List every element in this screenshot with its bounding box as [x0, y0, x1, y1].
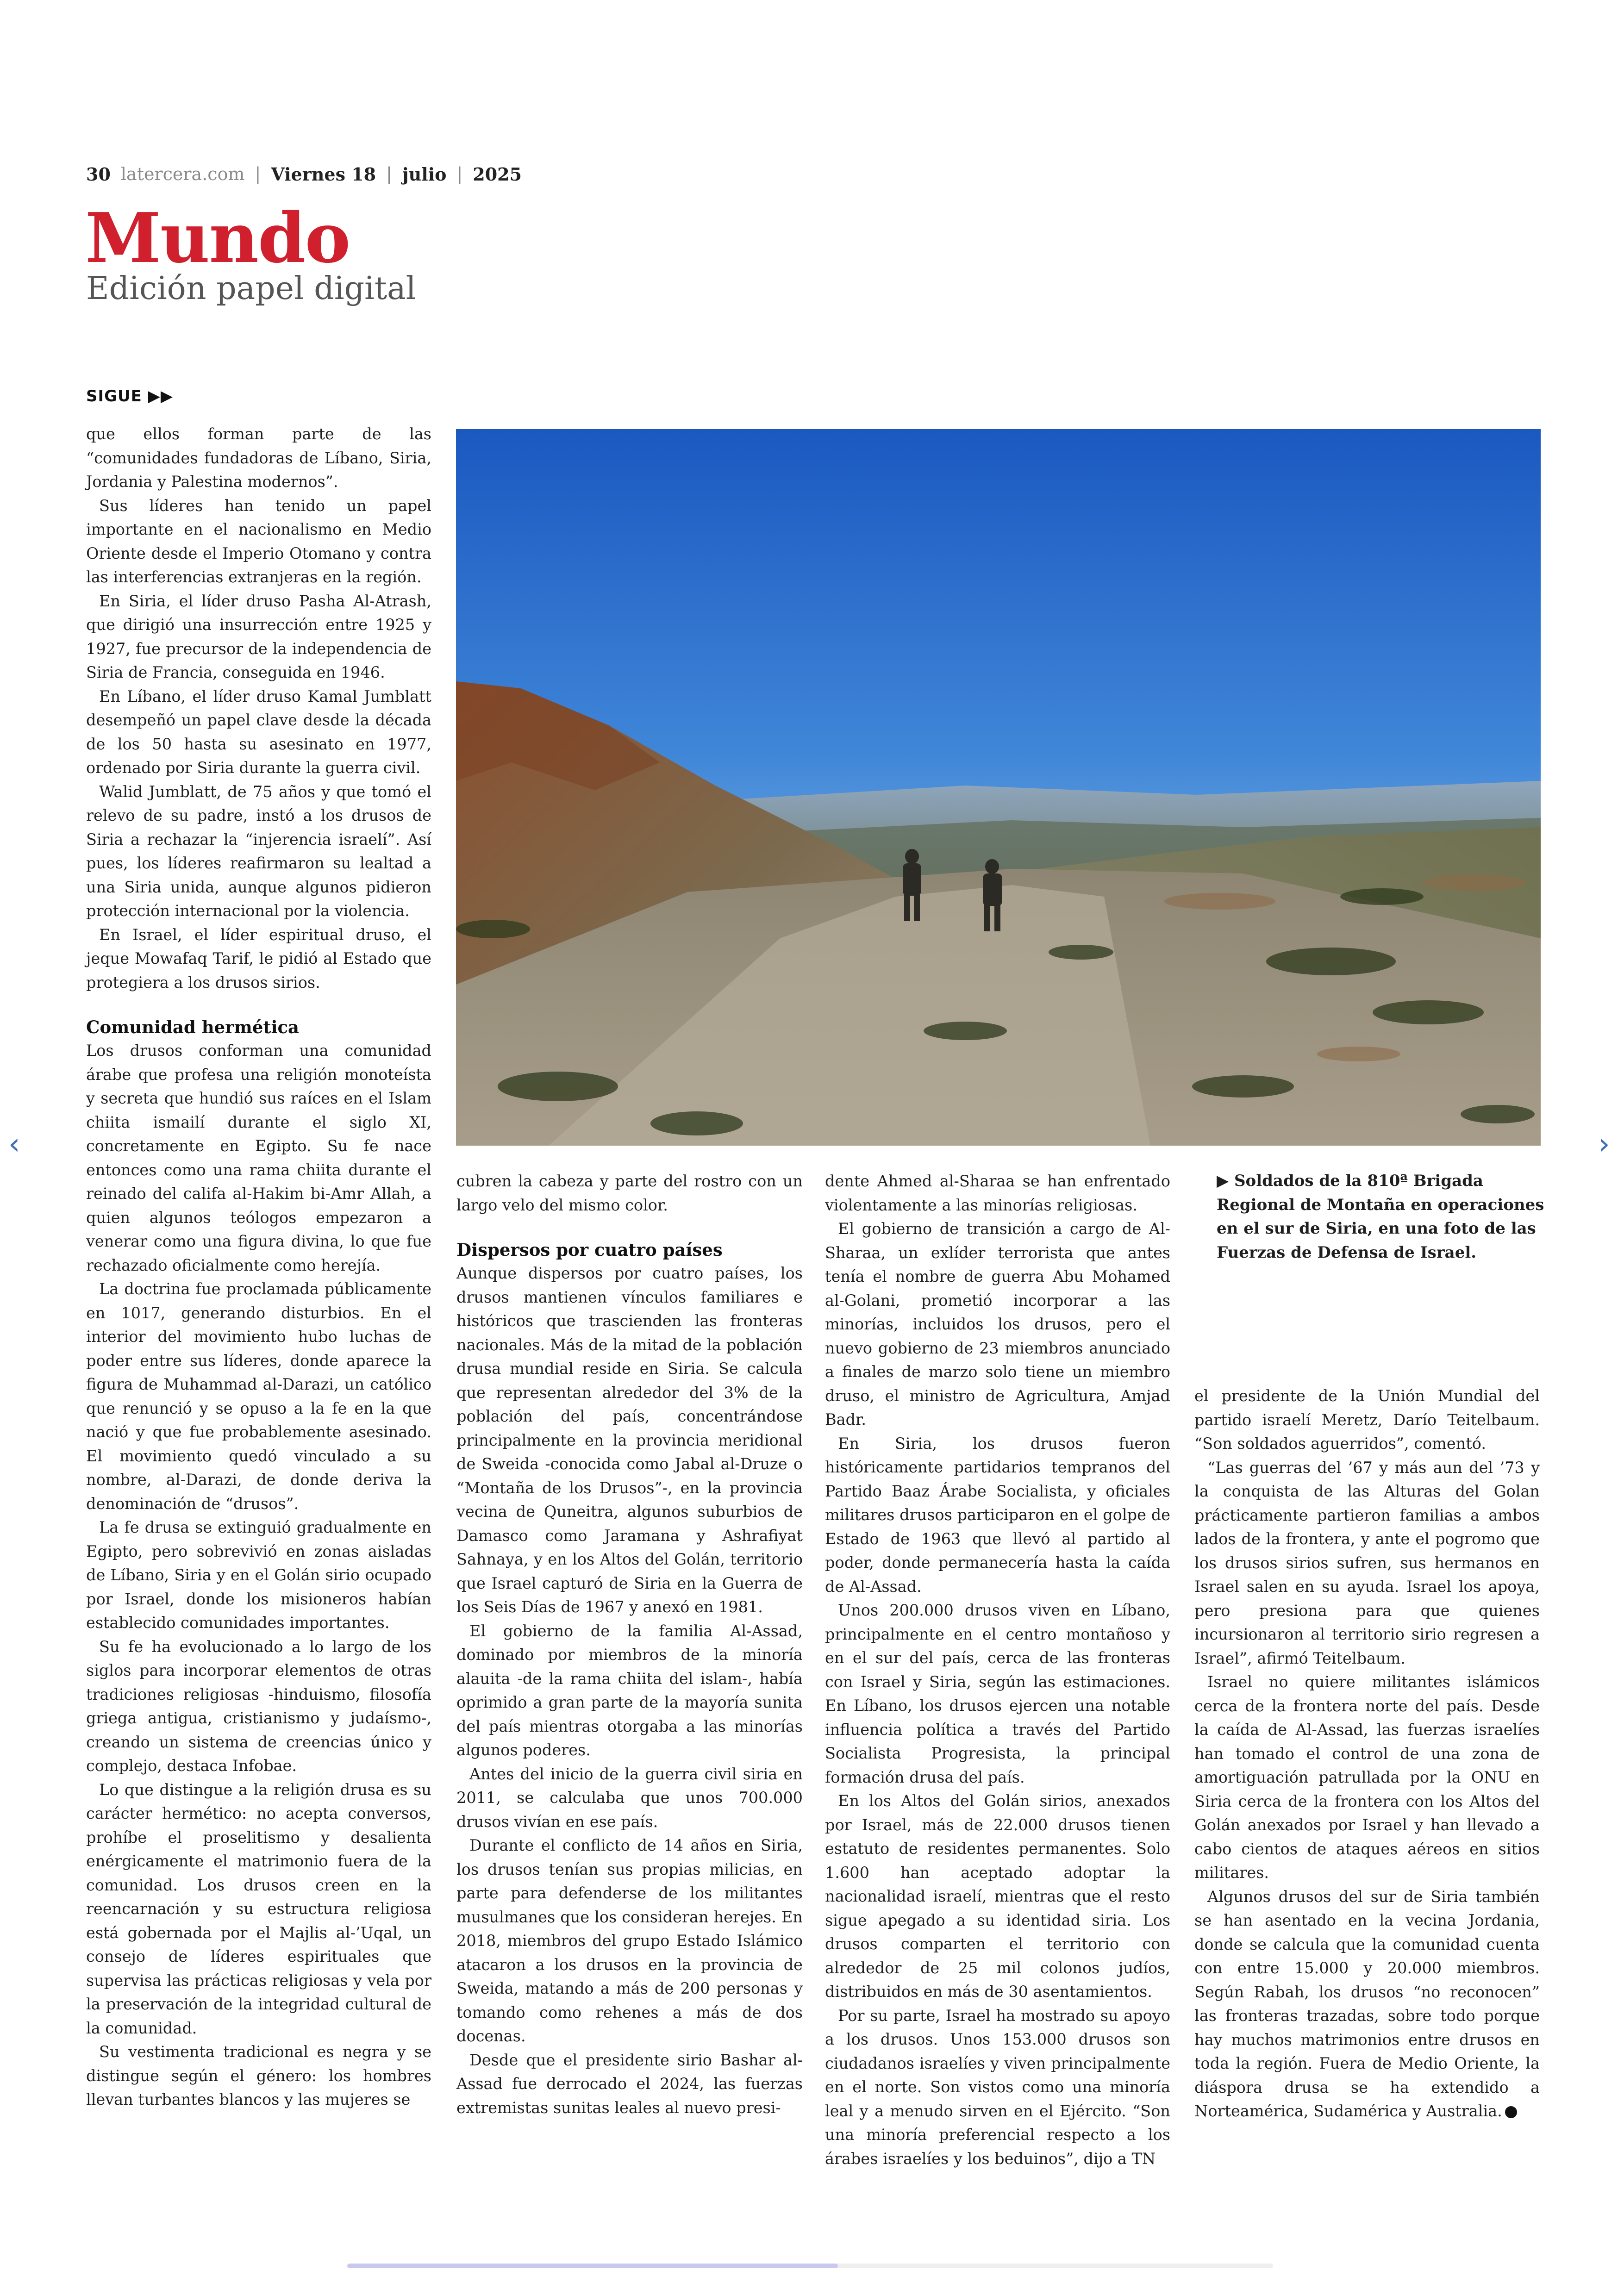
article-paragraph: Lo que distingue a la religión drusa es su carácter hermético: no acepta conversos, prohíbe el proselitismo y desalienta enérgicamente el matrimonio fuera de la comunidad. Los drusos creen en la reencarnación y su estructura religiosa está gobernada por el Majlis al-’Uqal, un consejo de líderes espirituales que supervisa las prácticas religiosas y vela por la preservación de la integridad cultural de la comunidad.	[86, 1780, 431, 2037]
article-paragraph: Desde que el presidente sirio Bashar al-Assad fue derrocado el 2024, las fuerzas extremistas sunitas leales al nuevo presi-	[456, 2051, 803, 2117]
article-paragraph: Durante el conflicto de 14 años en Siria, los drusos tenían sus propias milicias, en parte para defenderse de los militantes musulmanes que los consideran herejes. En 2018, miembros del grupo Estado Islámico atacaron a los drusos en la provincia de Sweida, matando a más de 200 personas y tomando como rehenes a más de dos docenas.	[456, 1836, 803, 2045]
article-paragraph: Israel no quiere militantes islámicos cerca de la frontera norte del país. Desde la caída de Al-Assad, las fuerzas israelíes han tomado el control de una zona de amortiguación patrullada por la ONU en Siria cerca de la frontera con los Altos del Golán anexados por Israel y han llevado a cabo cientos de ataques aéreos en sitios militares.	[1194, 1673, 1540, 1882]
article-paragraph: dente Ahmed al-Sharaa se han enfrentado violentamente a las minorías religiosas.	[825, 1172, 1170, 1214]
site-name: latercera.com	[120, 164, 245, 184]
article-paragraph: El gobierno de transición a cargo de Al-Sharaa, un exlíder terrorista que antes tenía el nombre de guerra Abu Mohamed al-Golani, prometió incorporar a las minorías, incluidos los drusos, pero el nuevo gobierno de 23 miembros anunciado a finales de marzo solo tiene un miembro druso, el ministro de Agricultura, Amjad Badr.	[825, 1220, 1170, 1428]
article-paragraph-text: Algunos drusos del sur de Siria también se han asentado en la vecina Jordania, donde se calcula que la comunidad cuenta con entre 15.000 y 20.000 miembros. Según Rabah, los drusos “no reconocen” las fronteras trazadas, sobre todo porque hay muchos matrimonios entre drusos en toda la región. Fuera de Medio Oriente, la diáspora drusa se ha extendido a Norteamérica, Sudamérica y Australia.	[1194, 1887, 1540, 2120]
section-subtitle: Edición papel digital	[86, 270, 416, 307]
article-paragraph: Aunque dispersos por cuatro países, los drusos mantienen vínculos familiares e históricos que trascienden las fronteras nacionales. Más de la mitad de la población drusa mundial reside en Siria. Se calcula que representan alrededor del 3% de la población del país, concentrándose principalmente en la provincia meridional de Sweida -conocida como Jabal al-Druze o “Montaña de los Drusos”-, en la provincia vecina de Quneitra, algunos suburbios de Damasco como Jaramana y Ashrafiyat Sahnaya, y en los Altos del Golán, territorio que Israel capturó de Siria en la Guerra de los Seis Días de 1967 y anexó en 1981.	[456, 1264, 803, 1616]
mountain-soldiers-photo	[456, 429, 1541, 1146]
article-paragraph: Walid Jumblatt, de 75 años y que tomó el relevo de su padre, instó a los drusos de Siria a rechazar la “injerencia israelí”. Así pues, los líderes reafirmaron su lealtad a una Siria unida, aunque algunos pidieron protección internacional por la violencia.	[86, 782, 431, 920]
article-paragraph: cubren la cabeza y parte del rostro con un largo velo del mismo color.	[456, 1172, 803, 1214]
page-number: 30	[86, 163, 111, 185]
continuation-label: SIGUE ▶▶	[86, 387, 174, 405]
article-column-1	[86, 422, 431, 2112]
photo-caption	[1217, 1169, 1545, 1265]
article-paragraph: Por su parte, Israel ha mostrado su apoyo a los drusos. Unos 153.000 drusos son ciudadanos israelíes y viven principalmente en el norte. Son vistos como una minoría leal y a menudo sirven en el Ejército. “Son una minoría preferencial respecto a los árabes israelíes y los beduinos”, dijo a TN	[825, 2006, 1170, 2168]
article-paragraph: Su fe ha evolucionado a lo largo de los siglos para incorporar elementos de otras tradiciones religiosas -hinduismo, filosofía griega antigua, cristianismo y judaísmo-, creando un sistema de creencias único y complejo, destaca Infobae.	[86, 1637, 431, 1775]
article-paragraph: Los drusos conforman una comunidad árabe que profesa una religión monoteísta y secreta que hundió sus raíces en el Islam chiita ismailí durante el siglo XI, concretamente en Egipto. Su fe nace entonces como una rama chiita durante el reinado del califa al-Hakim bi-Amr Allah, a quien algunos teólogos empezaron a venerar como una figura divina, lo que fue rechazado oficialmente como herejía.	[86, 1041, 431, 1274]
caption-marker-icon: ▶	[1217, 1172, 1229, 1190]
article-paragraph: En Israel, el líder espiritual druso, el jeque Mowafaq Tarif, le pidió al Estado que protegiera a los drusos sirios.	[86, 925, 431, 992]
subheading: Comunidad hermética	[86, 1017, 300, 1037]
subheading: Dispersos por cuatro países	[456, 1240, 723, 1260]
article-paragraph: En los Altos del Golán sirios, anexados por Israel, más de 22.000 drusos tienen estatuto de residentes permanentes. Solo 1.600 han aceptado adoptar la nacionalidad israelí, mientras que el resto sigue apegado a su identidad siria. Los drusos comparten el territorio con alrededor de 25 mil colonos judíos, distribuidos en más de 30 asentamientos.	[825, 1792, 1170, 2001]
previous-page-arrow[interactable]: ‹	[8, 1127, 20, 1161]
article-paragraph	[1194, 1885, 1540, 2123]
scrollbar-thumb[interactable]	[347, 2264, 838, 2268]
page-header	[86, 160, 522, 188]
date-day: Viernes 18	[271, 163, 376, 185]
header-separator: |	[255, 164, 261, 184]
article-column-4	[1194, 1384, 1540, 2123]
header-separator: |	[386, 164, 392, 184]
article-paragraph: En Líbano, el líder druso Kamal Jumblatt desempeñó un papel clave desde la década de los 50 hasta su asesinato en 1977, ordenado por Siria durante la guerra civil.	[86, 687, 431, 777]
article-paragraph: que ellos forman parte de las “comunidades fundadoras de Líbano, Siria, Jordania y Palestina modernos”.	[86, 425, 431, 491]
article-paragraph: Unos 200.000 drusos viven en Líbano, principalmente en el centro montañoso y en el sur del país, cerca de las fronteras con Israel y Siria, según las estimaciones. En Líbano, los drusos ejercen una notable influencia política a través del Partido Socialista Progresista, la principal formación drusa del país.	[825, 1601, 1170, 1786]
article-paragraph: En Siria, el líder druso Pasha Al-Atrash, que dirigió una insurrección entre 1925 y 1927, fue precursor de la independencia de Siria de Francia, conseguida en 1946.	[86, 592, 431, 681]
next-page-arrow[interactable]: ›	[1598, 1127, 1610, 1161]
article-paragraph: En Siria, los drusos fueron históricamente partidarios tempranos del Partido Baaz Árabe Socialista, y oficiales militares drusos participaron en el golpe de Estado de 1963 que llevó al partido al poder, donde permanecería hasta la caída de Al-Assad.	[825, 1434, 1170, 1596]
photo-caption-text: Soldados de la 810ª Brigada Regional de Montaña en operaciones en el sur de Siria, en una foto de las Fuerzas de Defensa de Israel.	[1217, 1172, 1544, 1262]
article-paragraph: “Las guerras del ’67 y más aun del ’73 y la conquista de las Alturas del Golan prácticamente partieron familias a ambos lados de la frontera, y ante el pogromo que los drusos sirios sufren, sus hermanos en Israel salen en su ayuda. Israel los apoya, pero presiona para que quienes incursionaron al territorio sirio regresen a Israel”, afirmó Teitelbaum.	[1194, 1458, 1540, 1667]
section-title: Mundo	[85, 198, 350, 278]
header-separator: |	[456, 164, 463, 184]
article-paragraph: La doctrina fue proclamada públicamente en 1017, generando disturbios. En el interior del movimiento hubo luchas de poder entre sus líderes, donde aparece la figura de Muhammad al-Darazi, un católico que renunció y se opuso a la fe en la que nació y que fue probablemente asesinado. El movimiento quedó vinculado a su nombre, al-Darazi, de donde deriva la denominación de “drusos”.	[86, 1280, 431, 1513]
article-photo	[456, 429, 1541, 1146]
article-paragraph: La fe drusa se extinguió gradualmente en Egipto, pero sobrevivió en zonas aisladas de Líbano, Siria y en el Golán sirio ocupado por Israel, donde los misioneros habían establecido comunidades importantes.	[86, 1518, 431, 1632]
article-column-2	[456, 1169, 803, 2120]
date-year: 2025	[473, 163, 522, 185]
article-paragraph: El gobierno de la familia Al-Assad, dominado por miembros de la minoría alauita -de la rama chiita del islam-, había oprimido a gran parte de la mayoría sunita del país mientras otorgaba a las minorías algunos poderes.	[456, 1621, 803, 1759]
article-column-3	[825, 1169, 1170, 2170]
article-paragraph: Sus líderes han tenido un papel importante en el nacionalismo en Medio Oriente desde el Imperio Otomano y contra las interferencias extranjeras en la región.	[86, 496, 431, 586]
article-paragraph: Antes del inicio de la guerra civil siria en 2011, se calculaba que unos 700.000 drusos vivían en ese país.	[456, 1765, 803, 1831]
date-month: julio	[402, 163, 447, 185]
article-paragraph: el presidente de la Unión Mundial del partido israelí Meretz, Darío Teitelbaum. “Son soldados aguerridos”, comentó.	[1194, 1387, 1540, 1453]
article-paragraph: Su vestimenta tradicional es negra y se distingue según el género: los hombres llevan turbantes blancos y las mujeres se	[86, 2043, 431, 2108]
end-of-article-icon	[1505, 2106, 1517, 2118]
